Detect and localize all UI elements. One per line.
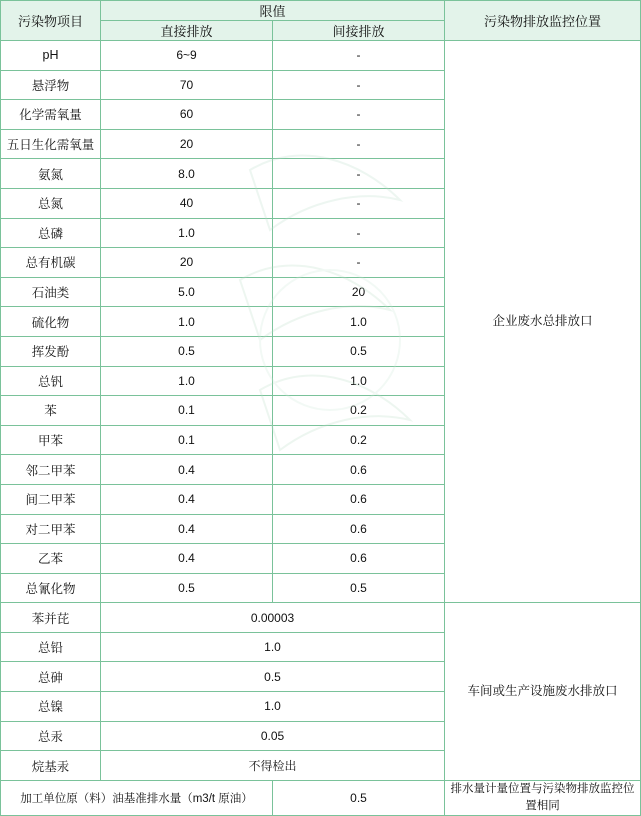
row-label: 总铅 bbox=[1, 632, 101, 662]
row-label: 甲苯 bbox=[1, 425, 101, 455]
direct-value: 70 bbox=[101, 70, 273, 100]
indirect-value: 0.6 bbox=[273, 514, 445, 544]
direct-value: 0.5 bbox=[101, 336, 273, 366]
direct-value: 6~9 bbox=[101, 41, 273, 71]
header-direct-discharge: 直接排放 bbox=[101, 21, 273, 41]
header-limit-value: 限值 bbox=[101, 1, 445, 21]
indirect-value: 0.6 bbox=[273, 455, 445, 485]
direct-value: 1.0 bbox=[101, 366, 273, 396]
row-label: 对二甲苯 bbox=[1, 514, 101, 544]
row-label: 五日生化需氧量 bbox=[1, 129, 101, 159]
indirect-value: 0.2 bbox=[273, 425, 445, 455]
merged-value: 0.00003 bbox=[101, 603, 445, 633]
header-monitor-position: 污染物排放监控位置 bbox=[445, 1, 641, 41]
row-label: 化学需氧量 bbox=[1, 100, 101, 130]
benchmark-value: 0.5 bbox=[273, 780, 445, 816]
indirect-value: - bbox=[273, 248, 445, 278]
row-label: 氨氮 bbox=[1, 159, 101, 189]
indirect-value: - bbox=[273, 218, 445, 248]
header-pollutant-item: 污染物项目 bbox=[1, 1, 101, 41]
indirect-value: 20 bbox=[273, 277, 445, 307]
indirect-value: - bbox=[273, 100, 445, 130]
direct-value: 0.5 bbox=[101, 573, 273, 603]
monitor-position-workshop: 车间或生产设施废水排放口 bbox=[445, 603, 641, 781]
indirect-value: 0.6 bbox=[273, 544, 445, 574]
header-indirect-discharge: 间接排放 bbox=[273, 21, 445, 41]
row-label: 总氮 bbox=[1, 188, 101, 218]
direct-value: 1.0 bbox=[101, 307, 273, 337]
merged-value: 0.05 bbox=[101, 721, 445, 751]
merged-value: 1.0 bbox=[101, 692, 445, 722]
row-label: 间二甲苯 bbox=[1, 484, 101, 514]
direct-value: 0.4 bbox=[101, 484, 273, 514]
row-label: 总汞 bbox=[1, 721, 101, 751]
row-label: 硫化物 bbox=[1, 307, 101, 337]
row-label: 总有机碳 bbox=[1, 248, 101, 278]
indirect-value: 0.6 bbox=[273, 484, 445, 514]
indirect-value: - bbox=[273, 188, 445, 218]
monitor-position-enterprise: 企业废水总排放口 bbox=[445, 41, 641, 603]
direct-value: 0.4 bbox=[101, 544, 273, 574]
row-label: 石油类 bbox=[1, 277, 101, 307]
direct-value: 60 bbox=[101, 100, 273, 130]
direct-value: 1.0 bbox=[101, 218, 273, 248]
row-label: 总氰化物 bbox=[1, 573, 101, 603]
direct-value: 8.0 bbox=[101, 159, 273, 189]
table-header bbox=[1, 1, 641, 41]
direct-value: 20 bbox=[101, 129, 273, 159]
row-label: pH bbox=[1, 41, 101, 71]
direct-value: 0.4 bbox=[101, 514, 273, 544]
indirect-value: - bbox=[273, 41, 445, 71]
table-row bbox=[1, 603, 641, 633]
indirect-value: 1.0 bbox=[273, 307, 445, 337]
table-row bbox=[1, 780, 641, 816]
indirect-value: 0.5 bbox=[273, 573, 445, 603]
row-label: 烷基汞 bbox=[1, 751, 101, 781]
indirect-value: - bbox=[273, 159, 445, 189]
monitor-position-water-meter: 排水量计量位置与污染物排放监控位置相同 bbox=[445, 780, 641, 816]
table-row bbox=[1, 41, 641, 71]
table-body bbox=[1, 41, 641, 816]
merged-value: 1.0 bbox=[101, 632, 445, 662]
merged-value: 0.5 bbox=[101, 662, 445, 692]
row-label: 总磷 bbox=[1, 218, 101, 248]
indirect-value: - bbox=[273, 129, 445, 159]
merged-value: 不得检出 bbox=[101, 751, 445, 781]
row-label: 总砷 bbox=[1, 662, 101, 692]
indirect-value: 0.2 bbox=[273, 396, 445, 426]
indirect-value: - bbox=[273, 70, 445, 100]
direct-value: 0.1 bbox=[101, 396, 273, 426]
direct-value: 5.0 bbox=[101, 277, 273, 307]
row-label-benchmark: 加工单位原（料）油基准排水量（m3/t 原油） bbox=[1, 780, 273, 816]
row-label: 苯并芘 bbox=[1, 603, 101, 633]
row-label: 邻二甲苯 bbox=[1, 455, 101, 485]
direct-value: 0.4 bbox=[101, 455, 273, 485]
row-label: 乙苯 bbox=[1, 544, 101, 574]
direct-value: 20 bbox=[101, 248, 273, 278]
row-label: 悬浮物 bbox=[1, 70, 101, 100]
direct-value: 0.1 bbox=[101, 425, 273, 455]
row-label: 挥发酚 bbox=[1, 336, 101, 366]
direct-value: 40 bbox=[101, 188, 273, 218]
row-label: 总钒 bbox=[1, 366, 101, 396]
indirect-value: 0.5 bbox=[273, 336, 445, 366]
indirect-value: 1.0 bbox=[273, 366, 445, 396]
row-label: 苯 bbox=[1, 396, 101, 426]
row-label: 总镍 bbox=[1, 692, 101, 722]
